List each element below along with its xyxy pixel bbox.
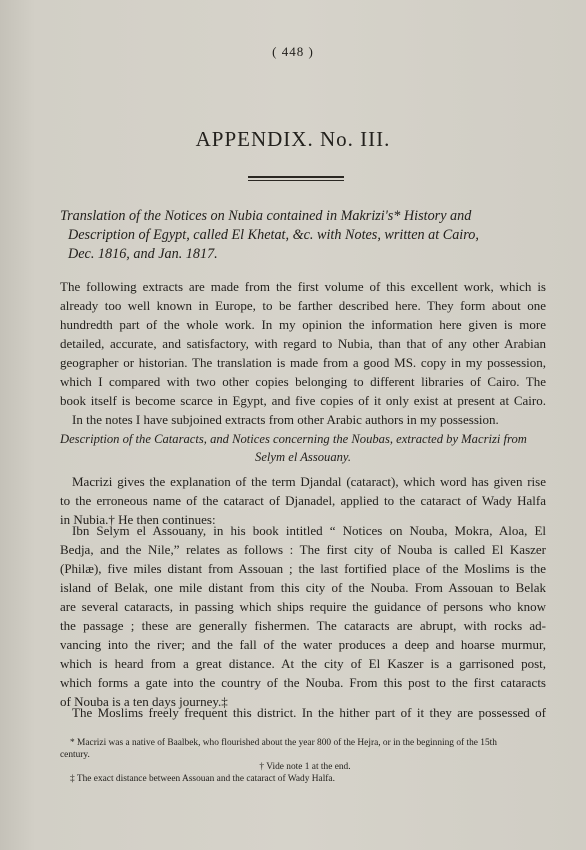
section-heading-line: Description of the Cataracts, and Notices concerning the Noubas, extracted by Macrizi from — [60, 432, 527, 446]
paragraph-line: of Nouba is a ten days journey.‡ — [60, 694, 228, 709]
translation-subtitle — [60, 207, 540, 264]
paragraph-line: to the erroneous name of the cataract of Djanadel, applied to the cataract of Wady Halfa — [60, 493, 546, 508]
paragraph-line: which is heard from a great distance. At the city of El Kaszer is a garrisoned post, — [60, 656, 546, 671]
footnote-line: ‡ The exact distance between Assouan and the cataract of Wady Halfa. — [70, 774, 335, 784]
paragraph-line: vancing into the river; and the fall of the water produces a deep and hoarse murmur, — [60, 637, 546, 652]
paragraph-line: The following extracts are made from the first volume of this excellent work, which is — [60, 279, 546, 294]
paragraph-line: detailed, accurate, and satisfactory, with regard to Nubia, than that of any other Arabian — [60, 336, 546, 351]
paragraph-line: which forms a gate into the country of the Nouba. From this post to the first cataracts — [60, 675, 546, 690]
paragraph-line: In the notes I have subjoined extracts from other Arabic authors in my possession. — [72, 412, 499, 427]
section-heading-line: Selym el Assouany. — [255, 450, 351, 464]
subtitle-line: Translation of the Notices on Nubia contained in Makrizi's* History and — [60, 208, 472, 224]
paragraph-line: geographer or historian. The translation is made from a good MS. copy in my possession, — [60, 355, 546, 370]
title-rule-thick — [248, 176, 344, 178]
subtitle-line: Dec. 1816, and Jan. 1817. — [68, 246, 218, 262]
paragraph-line: book itself is become scarce in Egypt, and five copies of it only exist at present at Cairo. — [60, 393, 546, 408]
footnotes — [60, 737, 550, 785]
paragraph-line: (Philæ), five miles distant from Assouan ; the last fortified place of the Moslims is the — [60, 561, 546, 576]
paragraph-line: Bedja, and the Nile,” relates as follows : The first city of Nouba is called El Kaszer — [60, 542, 546, 557]
paragraph-line: The Moslims freely frequent this district. In the hither part of it they are possessed of — [72, 705, 546, 720]
section-heading — [60, 430, 546, 466]
footnote-line: † Vide note 1 at the end. — [259, 762, 351, 772]
selym-paragraph — [60, 521, 546, 711]
moslims-paragraph — [60, 703, 546, 722]
paragraph-line: which I compared with two other copies belonging to different libraries of Cairo. The — [60, 374, 546, 389]
paragraph-line: hundredth part of the whole work. In my opinion the information here given is more — [60, 317, 546, 332]
paragraph-line: Ibn Selym el Assouany, in his book intitled “ Notices on Nouba, Mokra, Aloa, El — [72, 523, 546, 538]
subtitle-line: Description of Egypt, called El Khetat, &c. with Notes, written at Cairo, — [68, 227, 479, 243]
paragraph-line: already too well known in Europe, to be farther described here. They form about one — [60, 298, 546, 313]
paragraph-line: in Nubia.† He then continues: — [60, 512, 216, 527]
paragraph-line: are several cataracts, in passing which ships require the guidance of persons who know — [60, 599, 546, 614]
paragraph-line: Macrizi gives the explanation of the term Djandal (cataract), which word has given rise — [72, 474, 546, 489]
paragraph-line: the passage ; these are generally fishermen. The cataracts are abrupt, with rocks ad- — [60, 618, 546, 633]
paragraph-line: island of Belak, one mile distant from this city of the Nouba. From Assouan to Belak — [60, 580, 546, 595]
footnote-line: * Macrizi was a native of Baalbek, who flourished about the year 800 of the Hejra, or in the beginning of the 15th — [70, 738, 497, 748]
page-number: ( 448 ) — [272, 44, 314, 59]
intro-paragraph — [60, 277, 546, 429]
title-rule-thin — [248, 180, 344, 181]
appendix-title: APPENDIX. No. III. — [195, 127, 391, 151]
footnote-line: century. — [60, 750, 90, 760]
